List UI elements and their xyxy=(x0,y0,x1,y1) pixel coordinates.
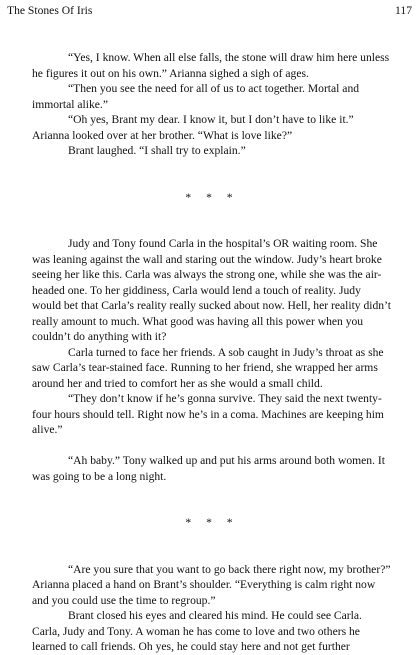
paragraph: “Then you see the need for all of us to act together. Mortal and immortal alike.” xyxy=(32,82,360,111)
scene-break: * * * xyxy=(185,516,239,529)
spacer xyxy=(32,159,392,190)
book-title: The Stones Of Iris xyxy=(7,4,93,17)
scene-break: * * * xyxy=(185,190,239,204)
paragraph: “Ah baby.” Tony walked up and put his arms around both women. It was going to be a long night. xyxy=(32,454,385,483)
paragraph: Carla turned to face her friends. A sob caught in Judy’s throat as she saw Carla’s tear-stained face. Running to her friend, she wrapped her arms around her and tried to comfort her as she would a small child. xyxy=(32,345,384,390)
paragraph: Brant closed his eyes and cleared his mind. He could see Carla. Carla, Judy and Tony. A woman he has come to love and two others he learned to call friends. Oh yes, he could stay here and not get further xyxy=(32,609,362,653)
paragraph: “Yes, I know. When all else falls, the stone will draw him here unless he figures it out on his own.” Arianna sighed a sigh of ages. xyxy=(32,51,390,80)
paragraph: “Are you sure that you want to go back there right now, my brother?” Arianna placed a hand on Brant’s shoulder. “Everything is calm right now and you could use the time to regroup.” xyxy=(32,562,391,607)
paragraph: Brant laughed. “I shall try to explain.” xyxy=(68,144,246,157)
page-body xyxy=(32,50,392,655)
paragraph: “They don’t know if he’s gonna survive. They said the next twenty-four hours should tell. Right now he’s in a coma. Machines are keeping him alive.” xyxy=(32,392,384,436)
spacer xyxy=(32,531,392,562)
spacer xyxy=(32,205,392,236)
running-header xyxy=(7,3,412,19)
spacer xyxy=(32,484,392,515)
page-number: 117 xyxy=(395,4,412,17)
paragraph: Judy and Tony found Carla in the hospital’s OR waiting room. She was leaning against the wall and staring out the window. Judy’s heart broke seeing her like this. Carla was always the strong one, while she was the air-headed one. To her giddiness, Carla would lend a touch of reality. Judy would bet that Carla’s reality really sucked about now. Hell, her reality didn’t really amount to much. What good was having all this power when you couldn’t do anything with it? xyxy=(32,237,391,343)
paragraph: “Oh yes, Brant my dear. I know it, but I don’t have to like it.” Arianna looked over at her brother. “What is love like?” xyxy=(32,113,354,142)
